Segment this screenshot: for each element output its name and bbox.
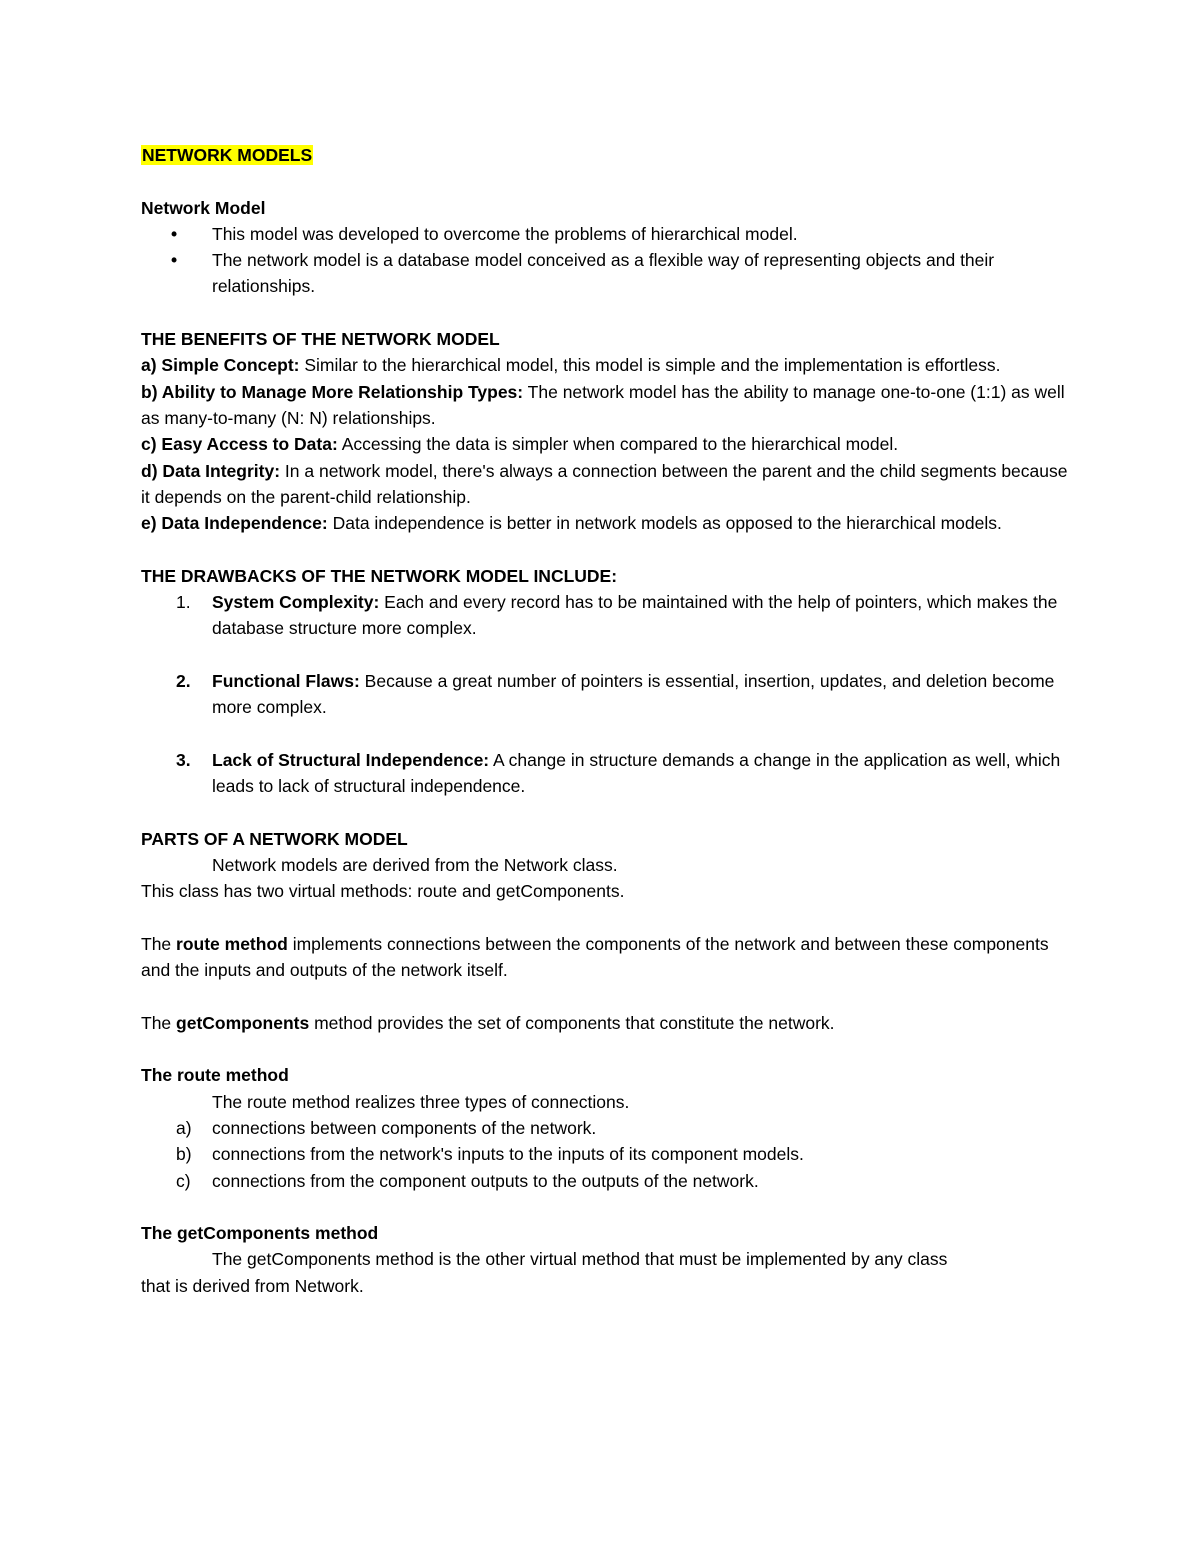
- list-item: [141, 1115, 1071, 1141]
- drawback-label: Lack of Structural Independence:: [212, 749, 490, 770]
- benefit-label: e) Data Independence:: [141, 513, 328, 534]
- benefit-item: [141, 431, 1071, 457]
- getcomponents-paragraph: [141, 1010, 1071, 1036]
- route-para-bold: route method: [176, 933, 288, 954]
- drawback-text: A change in structure demands a change in the application as well, which leads to lack of structural independence.: [212, 749, 1061, 797]
- list-text: connections from the component outputs to the outputs of the network.: [212, 1170, 759, 1191]
- list-item: [141, 1168, 1071, 1194]
- bullet-icon: •: [171, 223, 178, 244]
- list-number: 3.: [176, 749, 191, 770]
- list-item: [141, 247, 1071, 300]
- route-para-post: implements connections between the components of the network and between these components and the inputs and outputs of the network itself.: [141, 933, 1049, 981]
- route-method-intro: The route method realizes three types of connections.: [212, 1091, 630, 1112]
- route-method-list: [141, 1115, 1071, 1194]
- parts-line-1: Network models are derived from the Network class.: [212, 855, 618, 876]
- list-item: [141, 589, 1071, 642]
- parts-line-2: This class has two virtual methods: route and getComponents.: [141, 881, 625, 902]
- getcomp-para-bold: getComponents: [176, 1012, 310, 1033]
- list-number: 2.: [176, 670, 191, 691]
- drawbacks-list: [141, 747, 1071, 800]
- route-method-heading: The route method: [141, 1065, 289, 1086]
- network-model-heading: Network Model: [141, 197, 266, 218]
- getcomponents-heading: The getComponents method: [141, 1223, 379, 1244]
- title-highlight: NETWORK MODELS: [142, 145, 313, 165]
- list-item: [141, 668, 1071, 721]
- bullet-text: This model was developed to overcome the problems of hierarchical model.: [212, 223, 798, 244]
- drawbacks-list: [141, 668, 1071, 721]
- benefits-heading: THE BENEFITS OF THE NETWORK MODEL: [141, 329, 500, 350]
- parts-heading: PARTS OF A NETWORK MODEL: [141, 828, 408, 849]
- drawback-label: System Complexity:: [212, 592, 380, 613]
- benefit-item: [141, 458, 1071, 511]
- drawback-text: Each and every record has to be maintained with the help of pointers, which makes the database structure more complex.: [212, 592, 1058, 639]
- benefit-text: Data independence is better in network models as opposed to the hierarchical models.: [327, 513, 1002, 534]
- benefit-item: [141, 510, 1071, 536]
- benefit-text: The network model has the ability to manage one-to-one (1:1) as well as many-to-many (N: N) relationships.: [141, 381, 1065, 428]
- route-para-pre: The: [141, 933, 177, 954]
- drawback-label: Functional Flaws:: [212, 670, 360, 691]
- benefit-text: Accessing the data is simpler when compared to the hierarchical model.: [337, 434, 899, 455]
- list-text: connections from the network's inputs to the inputs of its component models.: [212, 1144, 804, 1165]
- list-item: [141, 221, 1071, 247]
- list-item: [141, 747, 1071, 800]
- getcomponents-line-2: that is derived from Network.: [141, 1275, 364, 1296]
- getcomponents-line-1: The getComponents method is the other virtual method that must be implemented by any class: [212, 1249, 948, 1270]
- drawbacks-list: [141, 589, 1071, 642]
- getcomp-para-post: method provides the set of components that constitute the network.: [309, 1012, 835, 1033]
- list-letter: c): [176, 1170, 191, 1191]
- benefit-label: a) Simple Concept:: [141, 355, 300, 376]
- benefit-label: b) Ability to Manage More Relationship Types:: [141, 381, 524, 402]
- document-page: [141, 142, 1071, 1299]
- list-letter: b): [176, 1144, 192, 1165]
- benefit-text: In a network model, there's always a connection between the parent and the child segments because it depends on the parent-child relationship.: [141, 460, 1068, 507]
- drawbacks-heading: THE DRAWBACKS OF THE NETWORK MODEL INCLUDE:: [141, 565, 618, 586]
- list-number: 1.: [176, 592, 191, 613]
- benefit-item: [141, 379, 1071, 432]
- drawback-text: Because a great number of pointers is essential, insertion, updates, and deletion become more complex.: [212, 670, 1055, 718]
- network-model-bullets: [141, 221, 1071, 300]
- bullet-icon: •: [171, 250, 178, 271]
- route-paragraph: [141, 931, 1071, 984]
- getcomp-para-pre: The: [141, 1012, 177, 1033]
- list-item: [141, 1141, 1071, 1167]
- benefit-label: c) Easy Access to Data:: [141, 434, 338, 455]
- benefit-text: Similar to the hierarchical model, this model is simple and the implementation is effortless.: [299, 355, 1001, 376]
- list-text: connections between components of the network.: [212, 1117, 597, 1138]
- bullet-text: The network model is a database model conceived as a flexible way of representing objects and their relationships.: [212, 250, 995, 297]
- document-title: [141, 142, 1071, 168]
- benefit-item: [141, 352, 1071, 378]
- list-letter: a): [176, 1117, 192, 1138]
- benefit-label: d) Data Integrity:: [141, 460, 281, 481]
